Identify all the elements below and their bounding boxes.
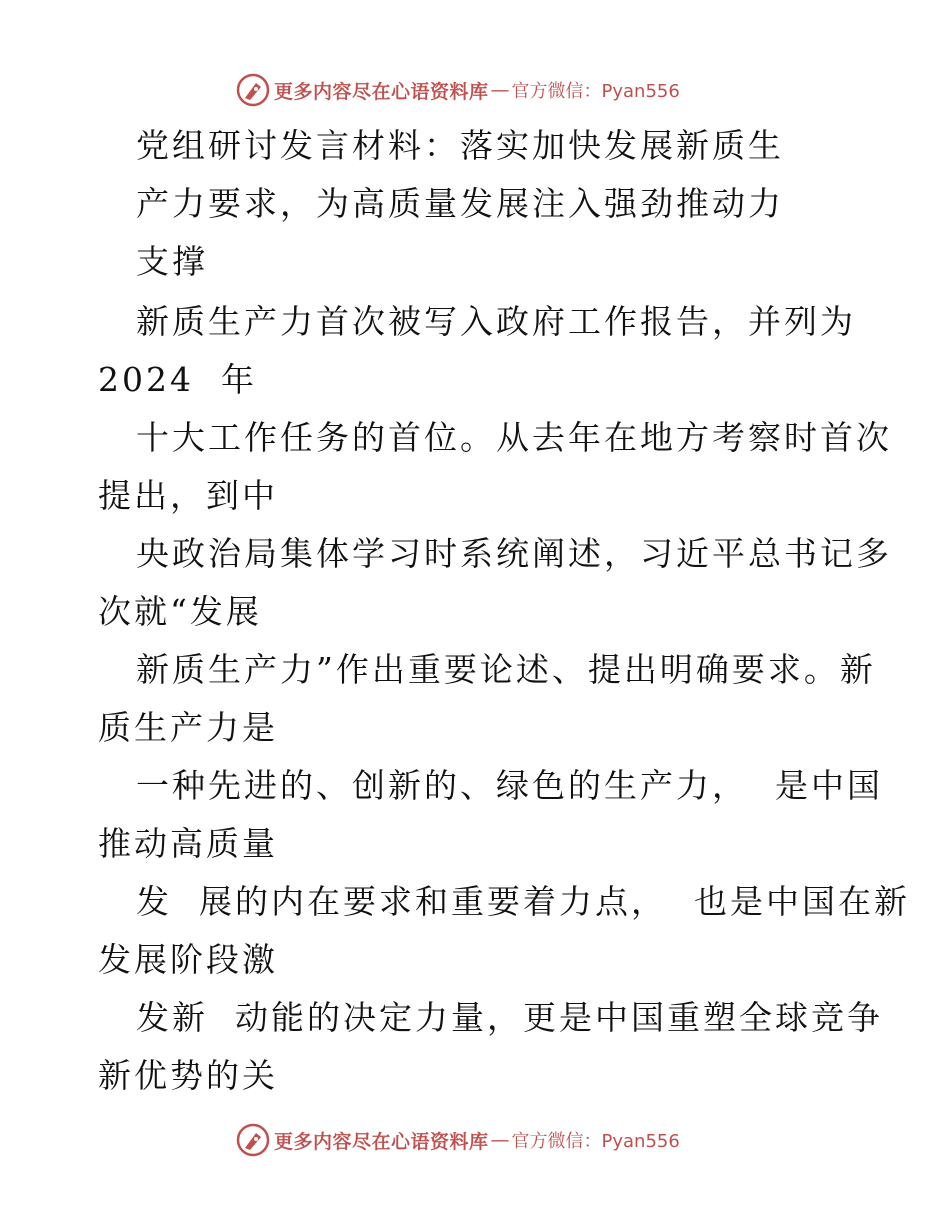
pen-nib-logo-icon — [236, 1123, 270, 1157]
body-line: 次就“发展 — [98, 592, 262, 631]
title-line: 支撑 — [136, 242, 208, 281]
body-line: 一种先进的、创新的、绿色的生产力， 是中国 — [136, 766, 883, 805]
body-line: 新质生产力”作出重要论述、提出明确要求。新 — [136, 650, 876, 689]
body-line: 发展阶段激 — [98, 940, 278, 979]
body-line: 发新 动能的决定力量，更是中国重塑全球竞争 — [136, 998, 883, 1037]
banner-text: 更多内容尽在心语资料库 — [274, 80, 489, 103]
title-line: 产力要求，为高质量发展注入强劲推动力 — [136, 184, 784, 223]
banner-contact: 官方微信：Pyan556 — [511, 81, 680, 102]
body-line: 2024 年 — [98, 360, 257, 399]
body-line: 提出，到中 — [98, 476, 278, 515]
title-line: 党组研讨发言材料：落实加快发展新质生 — [136, 126, 784, 165]
body-line: 央政治局集体学习时系统阐述，习近平总书记多 — [136, 534, 892, 573]
header-banner — [236, 72, 680, 108]
body-line: 新质生产力首次被写入政府工作报告，并列为 — [136, 302, 856, 341]
body-line: 发 展的内在要求和重要着力点， 也是中国在新 — [136, 882, 910, 921]
pen-nib-logo-icon — [236, 73, 270, 107]
body-line: 推动高质量 — [98, 824, 278, 863]
banner-contact: 官方微信：Pyan556 — [511, 1131, 680, 1152]
banner-separator: — — [490, 79, 510, 101]
body-line: 质生产力是 — [98, 708, 278, 747]
body-line: 新优势的关 — [98, 1056, 278, 1095]
body-line: 十大工作任务的首位。从去年在地方考察时首次 — [136, 418, 892, 457]
footer-banner — [236, 1122, 680, 1158]
banner-text: 更多内容尽在心语资料库 — [274, 1130, 489, 1153]
banner-separator: — — [490, 1129, 510, 1151]
